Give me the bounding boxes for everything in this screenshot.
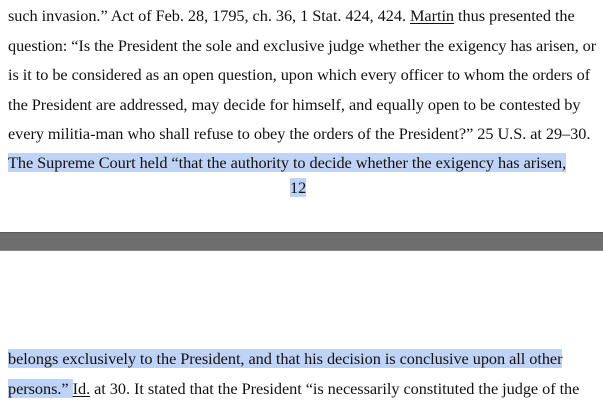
citation-id: Id. [72,379,91,398]
selection-highlight: persons.” [8,379,73,398]
text-line: question: “Is the President the sole and exclusive judge whether the exigency has arisen, or [8,36,597,55]
text-line: is it to be considered as an open question, upon which every officer to whom the orders of [8,65,591,84]
case-name-martin: Martin [410,6,455,25]
text-line: the President are addressed, may decide for himself, and equally open to be contested by [8,95,581,114]
text-line: persons.” Id. at 30. It stated that the President “is necessarily constituted the judge of the [8,379,580,398]
selection-highlight: belongs exclusively to the President, and that his decision is conclusive upon all other [8,349,563,368]
page-separator [0,232,603,251]
text-line: every militia-man who shall refuse to obey the orders of the President?” 25 U.S. at 29–30. [8,124,591,143]
text-line-highlighted [8,153,566,173]
text-line: such invasion.” Act of Feb. 28, 1795, ch. 36, 1 Stat. 424, 424. Martin thus presented the [8,6,575,25]
selection-highlight: The Supreme Court held “that the authority to decide whether the exigency has arisen, [8,153,567,172]
text-line-highlighted [8,349,562,369]
document-page-lower [0,251,603,406]
page-number: 12 [290,178,307,197]
